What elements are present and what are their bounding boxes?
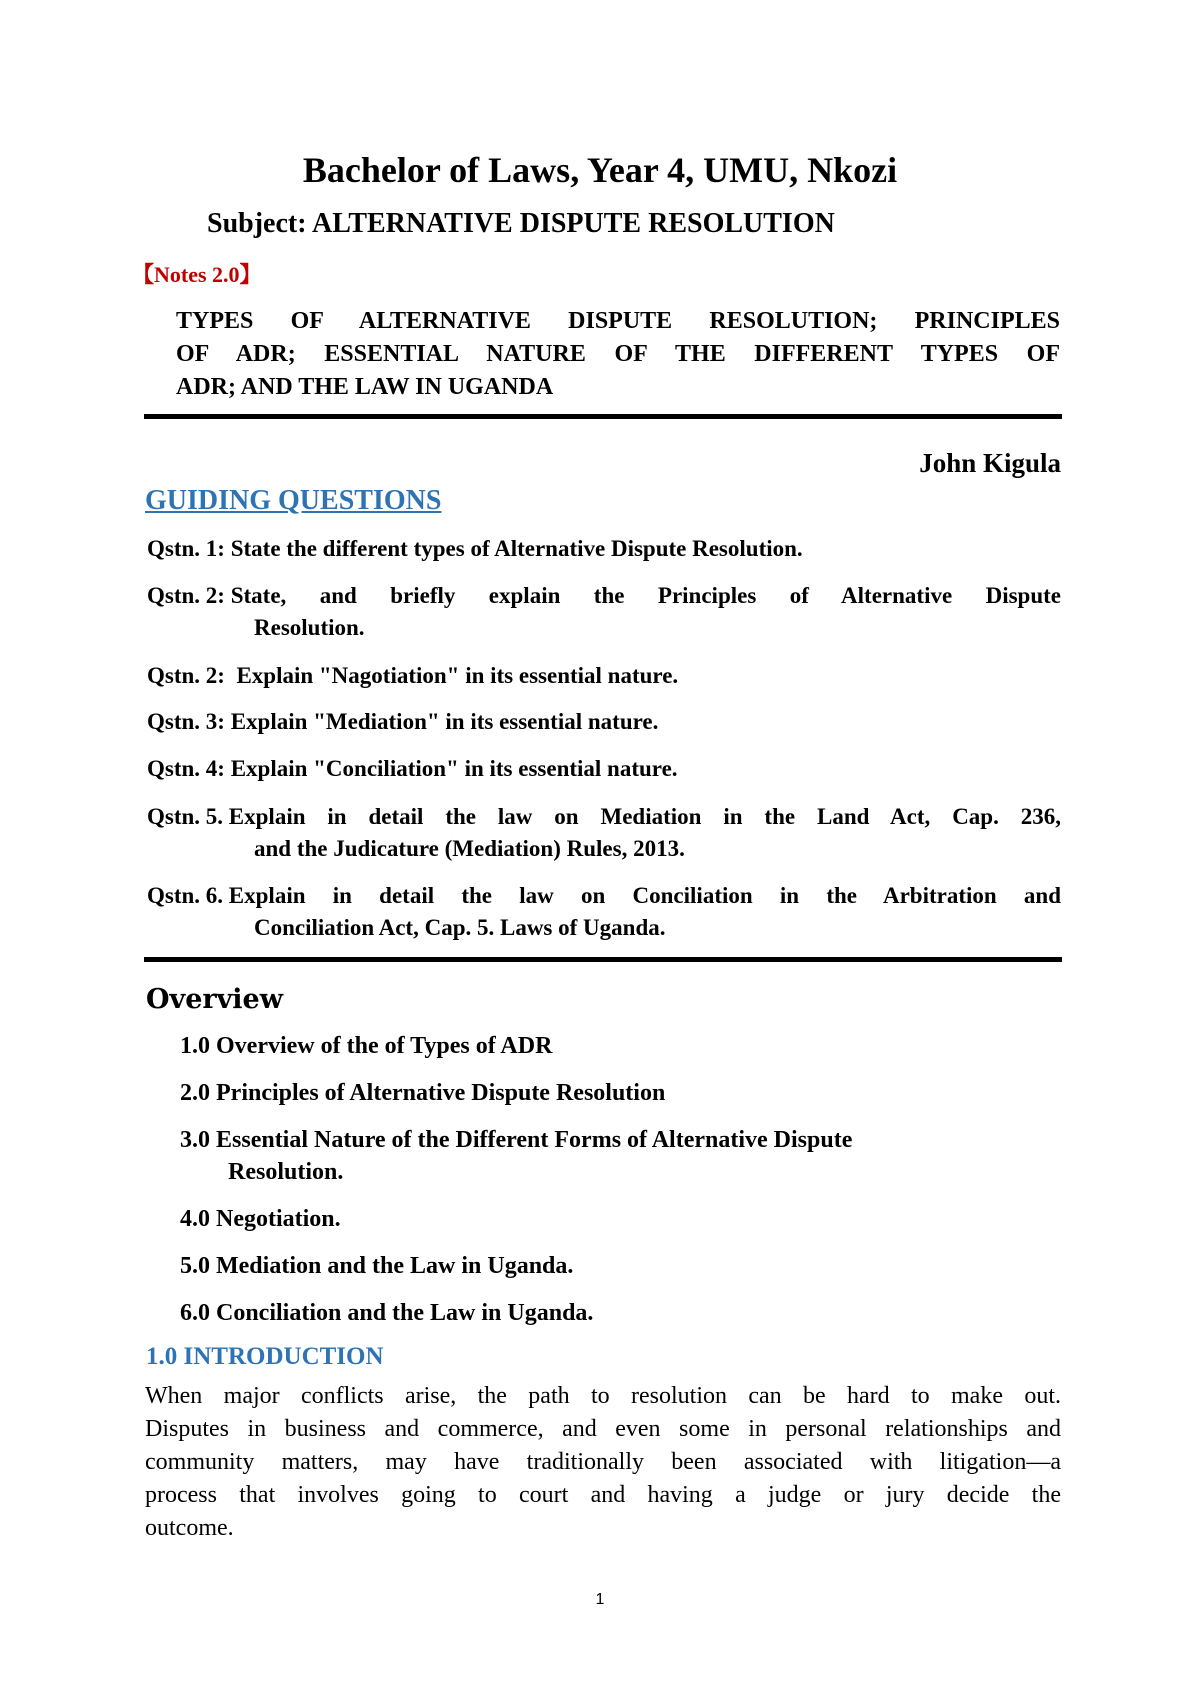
overview-item: 5.0 Mediation and the Law in Uganda. (180, 1253, 574, 1279)
question-item (147, 706, 1061, 738)
question-continuation: Resolution. (254, 615, 365, 640)
paragraph-line: Disputes in business and commerce, and even some in personal relationships and (145, 1416, 1061, 1442)
divider-bottom (144, 957, 1062, 962)
question-continuation: and the Judicature (Mediation) Rules, 2013. (254, 836, 685, 861)
introduction-heading: 1.0 INTRODUCTION (146, 1343, 384, 1370)
overview-item (180, 1124, 1060, 1188)
overview-item: 1.0 Overview of the of Types of ADR (180, 1033, 553, 1059)
topic-line: OF ADR; ESSENTIAL NATURE OF THE DIFFERENT TYPES OF (176, 341, 1060, 367)
question-label: Qstn. 4: (147, 756, 231, 781)
question-label: Qstn. 5. (147, 804, 229, 829)
author-name: John Kigula (919, 448, 1061, 478)
question-item (147, 801, 1061, 865)
question-label: Qstn. 6. (147, 883, 229, 908)
overview-item: 6.0 Conciliation and the Law in Uganda. (180, 1300, 594, 1326)
divider-top (144, 414, 1062, 419)
question-item (147, 660, 1061, 692)
question-label: Qstn. 2: (147, 583, 231, 608)
topic-heading (176, 305, 1060, 404)
document-title: Bachelor of Laws, Year 4, UMU, Nkozi (302, 150, 898, 190)
question-text: State, and briefly explain the Principles of Alternative Dispute (230, 583, 1061, 608)
question-text: Explain in detail the law on Conciliation in the Arbitration and (228, 883, 1061, 908)
question-item (147, 753, 1061, 785)
topic-line: TYPES OF ALTERNATIVE DISPUTE RESOLUTION; PRINCIPLES (176, 308, 1060, 334)
question-label: Qstn. 3: (147, 709, 231, 734)
notes-label: 【Notes 2.0】 (132, 262, 262, 287)
paragraph-line: process that involves going to court and having a judge or jury decide the (145, 1482, 1061, 1508)
question-item (147, 533, 1061, 565)
paragraph-line: When major conflicts arise, the path to resolution can be hard to make out. (145, 1383, 1061, 1409)
overview-item-text: 3.0 Essential Nature of the Different Forms of Alternative Dispute (180, 1127, 853, 1153)
guiding-questions-heading: GUIDING QUESTIONS (145, 485, 442, 516)
question-item (147, 880, 1061, 944)
question-text: State the different types of Alternative Dispute Resolution. (230, 536, 803, 561)
paragraph-line: community matters, may have traditionally been associated with litigation—a (145, 1449, 1061, 1475)
question-continuation: Conciliation Act, Cap. 5. Laws of Uganda. (254, 915, 666, 940)
page-number: 1 (595, 1591, 605, 1608)
question-label: Qstn. 1: (147, 536, 231, 561)
overview-item-continuation: Resolution. (228, 1159, 344, 1185)
subject-line: Subject: ALTERNATIVE DISPUTE RESOLUTION (207, 208, 835, 239)
question-text: Explain "Nagotiation" in its essential nature. (236, 663, 679, 688)
introduction-paragraph (145, 1380, 1061, 1545)
overview-item: 4.0 Negotiation. (180, 1206, 341, 1232)
paragraph-line: outcome. (145, 1515, 234, 1541)
question-text: Explain in detail the law on Mediation in the Land Act, Cap. 236, (228, 804, 1061, 829)
question-text: Explain "Mediation" in its essential nature. (230, 709, 659, 734)
topic-line: ADR; AND THE LAW IN UGANDA (176, 374, 554, 400)
question-item (147, 580, 1061, 644)
question-text: Explain "Conciliation" in its essential nature. (230, 756, 678, 781)
question-label: Qstn. 2: (147, 663, 237, 688)
overview-item: 2.0 Principles of Alternative Dispute Resolution (180, 1080, 666, 1106)
overview-heading: Overview (146, 984, 283, 1015)
